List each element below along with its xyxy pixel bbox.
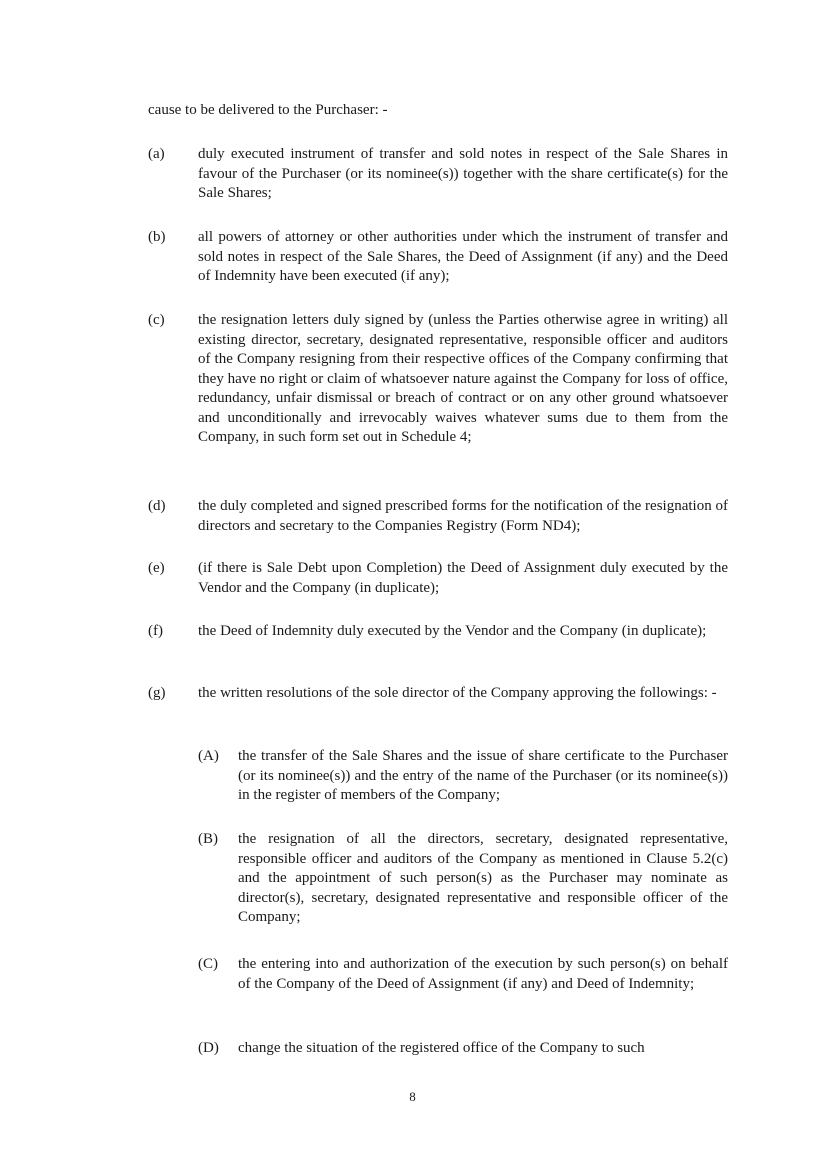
sub-item-A bbox=[198, 747, 728, 806]
intro-paragraph: cause to be delivered to the Purchaser: - bbox=[148, 102, 388, 118]
item-label: (f) bbox=[148, 623, 163, 639]
item-label: (a) bbox=[148, 146, 165, 162]
list-item-d bbox=[148, 497, 728, 536]
item-label: (g) bbox=[148, 685, 166, 701]
sub-item-C bbox=[198, 955, 728, 994]
sub-item-label: (C) bbox=[198, 956, 218, 972]
list-item-e bbox=[148, 559, 728, 598]
item-text: duly executed instrument of transfer and sold notes in respect of the Sale Shares in favour of the Purchaser (or its nominee(s)) together with the share certificate(s) for the Sale Shares; bbox=[198, 146, 728, 201]
item-text: the written resolutions of the sole director of the Company approving the followings: - bbox=[198, 685, 717, 701]
sub-item-label: (B) bbox=[198, 831, 218, 847]
item-text: the Deed of Indemnity duly executed by the Vendor and the Company (in duplicate); bbox=[198, 623, 707, 639]
list-item-f bbox=[148, 622, 728, 642]
sub-item-D bbox=[198, 1039, 728, 1059]
item-text: (if there is Sale Debt upon Completion) the Deed of Assignment duly executed by the Vendor and the Company (in duplicate); bbox=[198, 560, 728, 596]
item-text: all powers of attorney or other authorities under which the instrument of transfer and sold notes in respect of the Sale Shares, the Deed of Assignment (if any) and the Deed of Indemnity have been executed (if any); bbox=[198, 229, 728, 284]
item-label: (c) bbox=[148, 312, 165, 328]
sub-item-B bbox=[198, 830, 728, 928]
item-label: (b) bbox=[148, 229, 166, 245]
list-item-g bbox=[148, 684, 728, 704]
sub-item-label: (A) bbox=[198, 748, 219, 764]
list-item-b bbox=[148, 228, 728, 287]
sub-item-label: (D) bbox=[198, 1040, 219, 1056]
list-item-a bbox=[148, 145, 728, 204]
item-label: (e) bbox=[148, 560, 165, 576]
sub-item-text: the transfer of the Sale Shares and the issue of share certificate to the Purchaser (or its nominee(s)) and the entry of the name of the Purchaser (or its nominee(s)) in the register of members of the Company; bbox=[238, 748, 728, 803]
page-number: 8 bbox=[409, 1089, 416, 1104]
item-text: the resignation letters duly signed by (unless the Parties otherwise agree in writing) all existing director, secretary, designated representative, responsible officer and auditors of the Company resigning from their respective offices of the Company confirming that they have no right or claim of whatsoever nature against the Company for loss of office, redundancy, unfair dismissal or breach of contract or on any other ground whatsoever and unconditionally and irrevocably waives whatever sums due to them from the Company, in such form set out in Schedule 4; bbox=[198, 312, 728, 445]
sub-item-text: change the situation of the registered office of the Company to such bbox=[238, 1040, 645, 1056]
list-item-c bbox=[148, 311, 728, 448]
item-text: the duly completed and signed prescribed forms for the notification of the resignation of directors and secretary to the Companies Registry (Form ND4); bbox=[198, 498, 728, 534]
sub-item-text: the entering into and authorization of the execution by such person(s) on behalf of the Company of the Deed of Assignment (if any) and Deed of Indemnity; bbox=[238, 956, 728, 992]
sub-item-text: the resignation of all the directors, secretary, designated representative, responsible officer and auditors of the Company as mentioned in Clause 5.2(c) and the appointment of such person(s) as the Purchaser may nominate as director(s), secretary, designated representative and responsible officer of the Company; bbox=[238, 831, 728, 925]
item-label: (d) bbox=[148, 498, 166, 514]
